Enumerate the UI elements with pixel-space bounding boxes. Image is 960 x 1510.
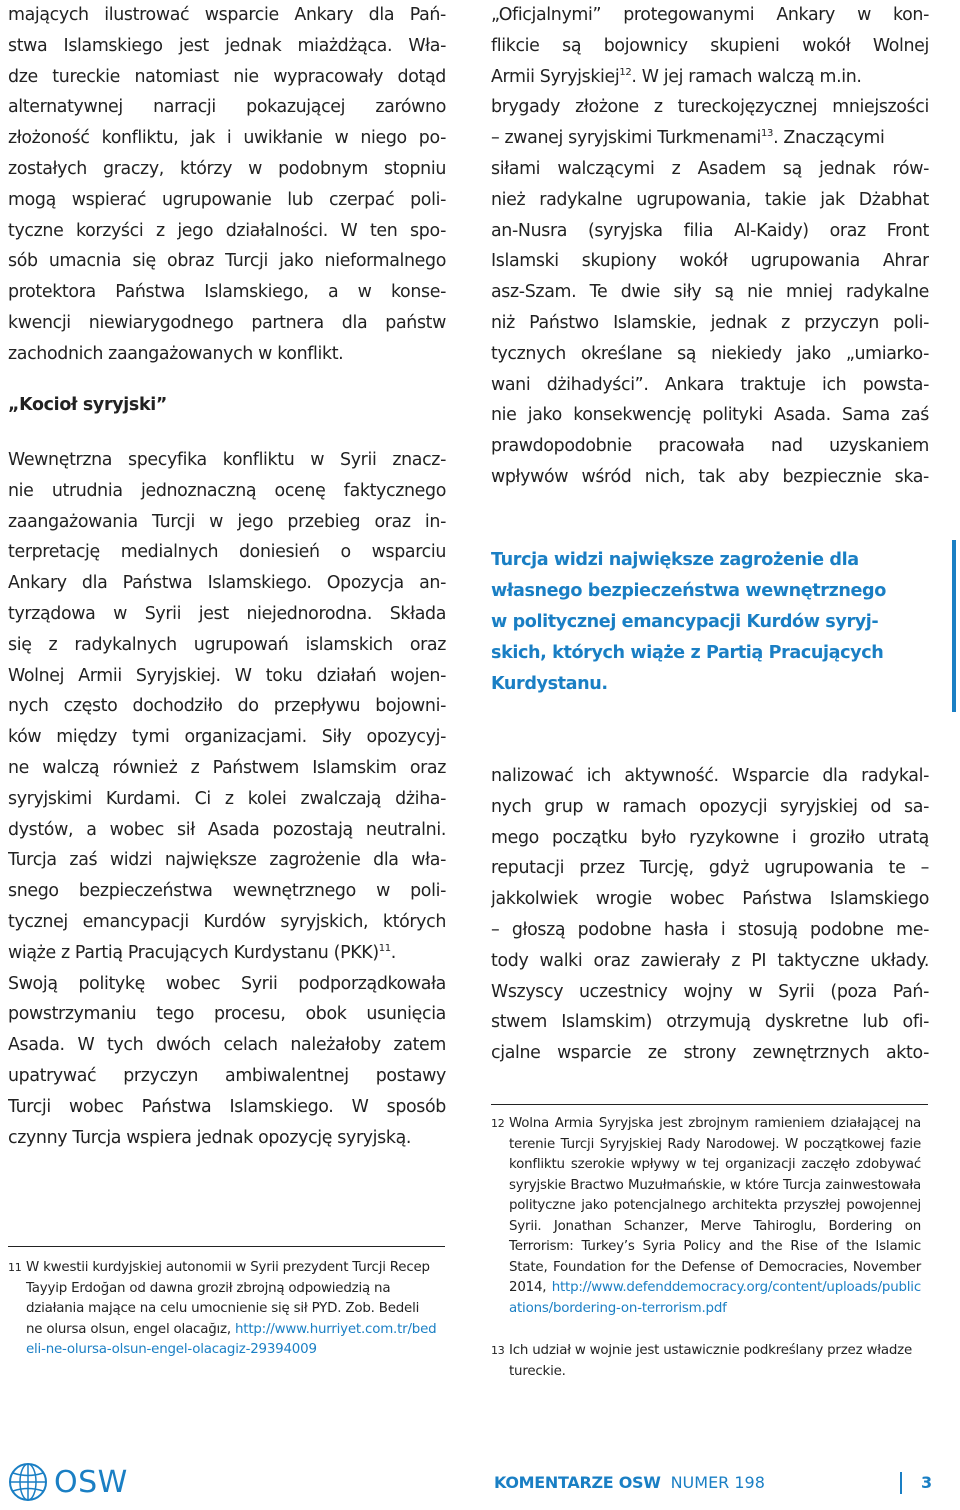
text-fragment: wiąże z Partią Pracujących Kurdystanu (PKK): [8, 942, 379, 963]
pull-quote-bar: [952, 540, 956, 712]
pull-quote-line: skich, których wiąże z Partią Pracujących: [491, 643, 884, 663]
footnote-rule: [8, 1246, 445, 1247]
pull-quote: [491, 545, 929, 700]
text-line: syryjskimi Kurdami. Ci z kolei zwalczają dżiha-: [8, 788, 446, 809]
pull-quote-line: Kurdystanu.: [491, 674, 608, 694]
text-line: – głoszą podobne hasła i stosują podobne me-: [491, 919, 929, 940]
text-fragment: . W jej ramach walczą m.in.: [631, 66, 862, 87]
text-line: tyrządowa w Syrii jest niejednorodna. Składa: [8, 603, 446, 624]
text-line: stwem Islamskim) otrzymują dyskretne lub ofi-: [491, 1012, 929, 1033]
footnote-number: 12: [491, 1117, 505, 1130]
right-column-continued: [491, 761, 929, 1069]
pull-quote-line: własnego bezpieczeństwa wewnętrznego: [491, 581, 886, 601]
text-line: asz-Szam. Te dwie siły są nie mniej radykalne: [491, 282, 929, 303]
footnote-ref-11[interactable]: 11: [378, 942, 391, 954]
text-line: złożoność konfliktu, jak i uwikłanie w niego po-: [8, 128, 446, 149]
text-line: stwa Islamskiego jest jednak miażdżąca. Wła-: [8, 35, 446, 56]
footnote-number: 13: [491, 1344, 505, 1357]
text-line: wani dżihadyści”. Ankara traktuje ich powsta-: [491, 374, 929, 395]
globe-icon: [8, 1462, 48, 1502]
footnote-body: W kwestii kurdyjskiej autonomii w Syrii prezydent Turcji Recep Tayyip Erdoğan od dawna groził zbrojną odpowiedzią na działania mające na celu umocnienie się sił PYD. Zob. Bedeli ne olursa olsun, engel olacağız,: [26, 1260, 430, 1337]
text-line: Asada. W tych dwóch celach należałoby zatem: [8, 1035, 446, 1056]
text-line: zachodnich zaangażowanych w konflikt.: [8, 343, 344, 364]
text-line: dystów, a wobec sił Asada pozostają neutralni.: [8, 819, 446, 840]
footnote-text: [509, 1114, 921, 1319]
footnote-12: [491, 1114, 928, 1364]
text-line: „Oficjalnymi” protegowanymi Ankary w kon-: [491, 5, 929, 25]
text-line: jakkolwiek wrogie wobec Państwa Islamskiego: [491, 889, 929, 910]
text-line: powstrzymaniu tego procesu, obok usunięcia: [8, 1004, 446, 1025]
text-line: Turcji wobec Państwa Islamskiego. W sposób: [8, 1096, 446, 1117]
text-line: nie jako konsekwencję polityki Asada. Sama zaś: [491, 405, 929, 426]
text-line: protektora Państwa Islamskiego, a w konse-: [8, 282, 446, 303]
text-line: nie utrudnia jednoznaczną ocenę faktycznego: [8, 480, 446, 501]
text-line: się z radykalnych ugrupowań islamskich oraz: [8, 634, 446, 655]
footnote-body: Wolna Armia Syryjska jest zbrojnym ramieniem działającej na terenie Turcji Syryjskiej Rady Narodowej. W początkowej fazie konfliktu szerokie wpływy w tej organizacji zaczęło zdobywać syryjskie Bractwo Muzułmańskie, w które Turcja zainwestowała polityczne jako potencjalnego architekta przyszłej powojennej Syrii. Jonathan Schanzer, Merve Tahiroglu, Bordering on Terrorism: Turkey’s Syria Policy and the Rise of the Islamic State, Foundation for the Defense of Democracies, November 2014,: [509, 1116, 921, 1295]
text-line: wpływów wśród nich, tak aby bezpiecznie ska-: [491, 466, 929, 487]
text-line: Swoją politykę wobec Syrii podporządkowała: [8, 973, 446, 994]
text-line: tyczne korzyści z jego działalności. W ten spo-: [8, 220, 446, 241]
text-line: zaangażowania Turcji w jego przebieg oraz in-: [8, 511, 446, 532]
text-line: cjalne wsparcie ze strony zewnętrznych akto-: [491, 1043, 929, 1064]
issue-number: NUMER 198: [670, 1473, 765, 1492]
section-heading: „Kocioł syryjski”: [8, 395, 168, 415]
text-line: ków między tymi organizacjami. Siły opozycyj-: [8, 727, 446, 748]
text-line: [491, 123, 929, 154]
text-line: kwencji niewiarygodnego partnera dla państw: [8, 312, 446, 333]
text-line: czynny Turcja wspiera jednak opozycję syryjską.: [8, 1127, 412, 1148]
text-line: prawdopodobnie pracowała nad uzyskaniem: [491, 436, 929, 457]
text-line: reputacji przez Turcję, gdyż ugrupowania te –: [491, 858, 929, 879]
series-label: [494, 1473, 765, 1492]
text-line: mających ilustrować wsparcie Ankary dla Pań-: [8, 5, 446, 25]
text-line: wiąże z Partią Pracujących Kurdystanu (PKK)$^{11}$.: [8, 942, 396, 963]
footnote-text: [509, 1341, 921, 1382]
text-line: nych grup w ramach opozycji syryjskiej od sa-: [491, 796, 929, 817]
text-line: nalizować ich aktywność. Wsparcie dla radykal-: [491, 766, 929, 786]
text-line: tycznej emancypacji Kurdów syryjskich, których: [8, 911, 446, 932]
text-line: Islamski skupiony wokół ugrupowania Ahrar: [491, 251, 929, 272]
text-line: Ankary dla Państwa Islamskiego. Opozycja an-: [8, 573, 446, 594]
left-column: [8, 0, 446, 370]
text-line: [491, 62, 929, 93]
pull-quote-line: w politycznej emancypacji Kurdów syryj-: [491, 612, 879, 632]
logo-text: OSW: [54, 1464, 128, 1500]
text-line: flikcie są bojownicy skupieni wokół Wolnej: [491, 35, 929, 56]
text-line: niż Państwo Islamskie, jednak z przyczyn poli-: [491, 312, 929, 333]
text-line: alternatywnej narracji pokazującej zarówno: [8, 97, 446, 118]
series-name: KOMENTARZE OSW: [494, 1473, 661, 1492]
footnote-link[interactable]: http://www.hurriyet.com.tr/bedeli-ne-olursa-olsun-engel-olacagiz-29394009: [26, 1321, 437, 1357]
text-line: terpretację medialnych doniesień o wsparciu: [8, 542, 446, 563]
right-column: [491, 0, 929, 493]
text-line: nież radykalne ugrupowania, takie jak Dżabhat: [491, 189, 929, 210]
text-line: sób umacnia się obraz Turcji jako nieformalnego: [8, 251, 446, 272]
text-line: Wszyscy uczestnicy wojny w Syrii (poza Pań-: [491, 981, 929, 1002]
text-line: snego bezpieczeństwa wewnętrznego w poli-: [8, 881, 446, 902]
text-line: dze tureckie natomiast nie wypracowały dotąd: [8, 66, 446, 87]
text-line: brygady złożone z tureckojęzycznej mniejszości: [491, 97, 929, 118]
text-fragment: – zwanej syryjskimi Turkmenami: [491, 128, 762, 149]
text-line: Wolnej Armii Syryjskiej. W toku działań wojen-: [8, 665, 446, 686]
footnote-link[interactable]: http://www.defenddemocracy.org/content/uploads/publications/bordering-on-terrorism.pdf: [509, 1280, 921, 1316]
text-line: ne walczą również z Państwem Islamskim oraz: [8, 757, 446, 778]
paragraph-4: [491, 761, 929, 1069]
left-column-section: [8, 445, 446, 1153]
footnote-body: Ich udział w wojnie jest ustawicznie podkreślany przez władze tureckie.: [509, 1343, 913, 1379]
text-fragment: Armii Syryjskiej: [491, 66, 620, 87]
footer-divider: [900, 1472, 902, 1494]
text-fragment: . Znaczącymi: [773, 128, 885, 149]
text-line: mego początku było ryzykowne i groziło utratą: [491, 827, 929, 848]
footnote-text: [26, 1258, 438, 1361]
text-line: tycznych określane są niekiedy jako „umiarko-: [491, 343, 929, 364]
text-line: tody walki oraz zawierały z PI taktyczne układy.: [491, 950, 929, 971]
footnote-rule: [491, 1104, 928, 1105]
text-line: upatrywać przyczyn ambiwalentnej postawy: [8, 1065, 446, 1086]
text-line: Wewnętrzna specyfika konfliktu w Syrii znacz-: [8, 450, 446, 470]
paragraph-1: [8, 0, 446, 370]
text-line: zostałych graczy, którzy w podobnym stopniu: [8, 158, 446, 179]
text-line: siłami walczącymi z Asadem są jednak rów-: [491, 158, 929, 179]
paragraph-3: [491, 0, 929, 493]
text-line: Turcja zaś widzi największe zagrożenie dla wła-: [8, 850, 446, 871]
osw-logo: [8, 1462, 128, 1502]
text-line: an-Nusra (syryjska filia Al-Kaidy) oraz Front: [491, 220, 929, 241]
text-line: nych często dochodziło do przepływu bojowni-: [8, 696, 446, 717]
text-line: mogą wspierać ugrupowanie lub czerpać poli-: [8, 189, 446, 210]
footnote-number: 11: [8, 1261, 22, 1274]
footnote-ref-12[interactable]: 12: [619, 66, 632, 78]
pull-quote-line: Turcja widzi największe zagrożenie dla: [491, 550, 859, 570]
paragraph-2: [8, 445, 446, 1153]
footnote-ref-13[interactable]: 13: [761, 128, 774, 140]
page-number: 3: [921, 1473, 933, 1492]
